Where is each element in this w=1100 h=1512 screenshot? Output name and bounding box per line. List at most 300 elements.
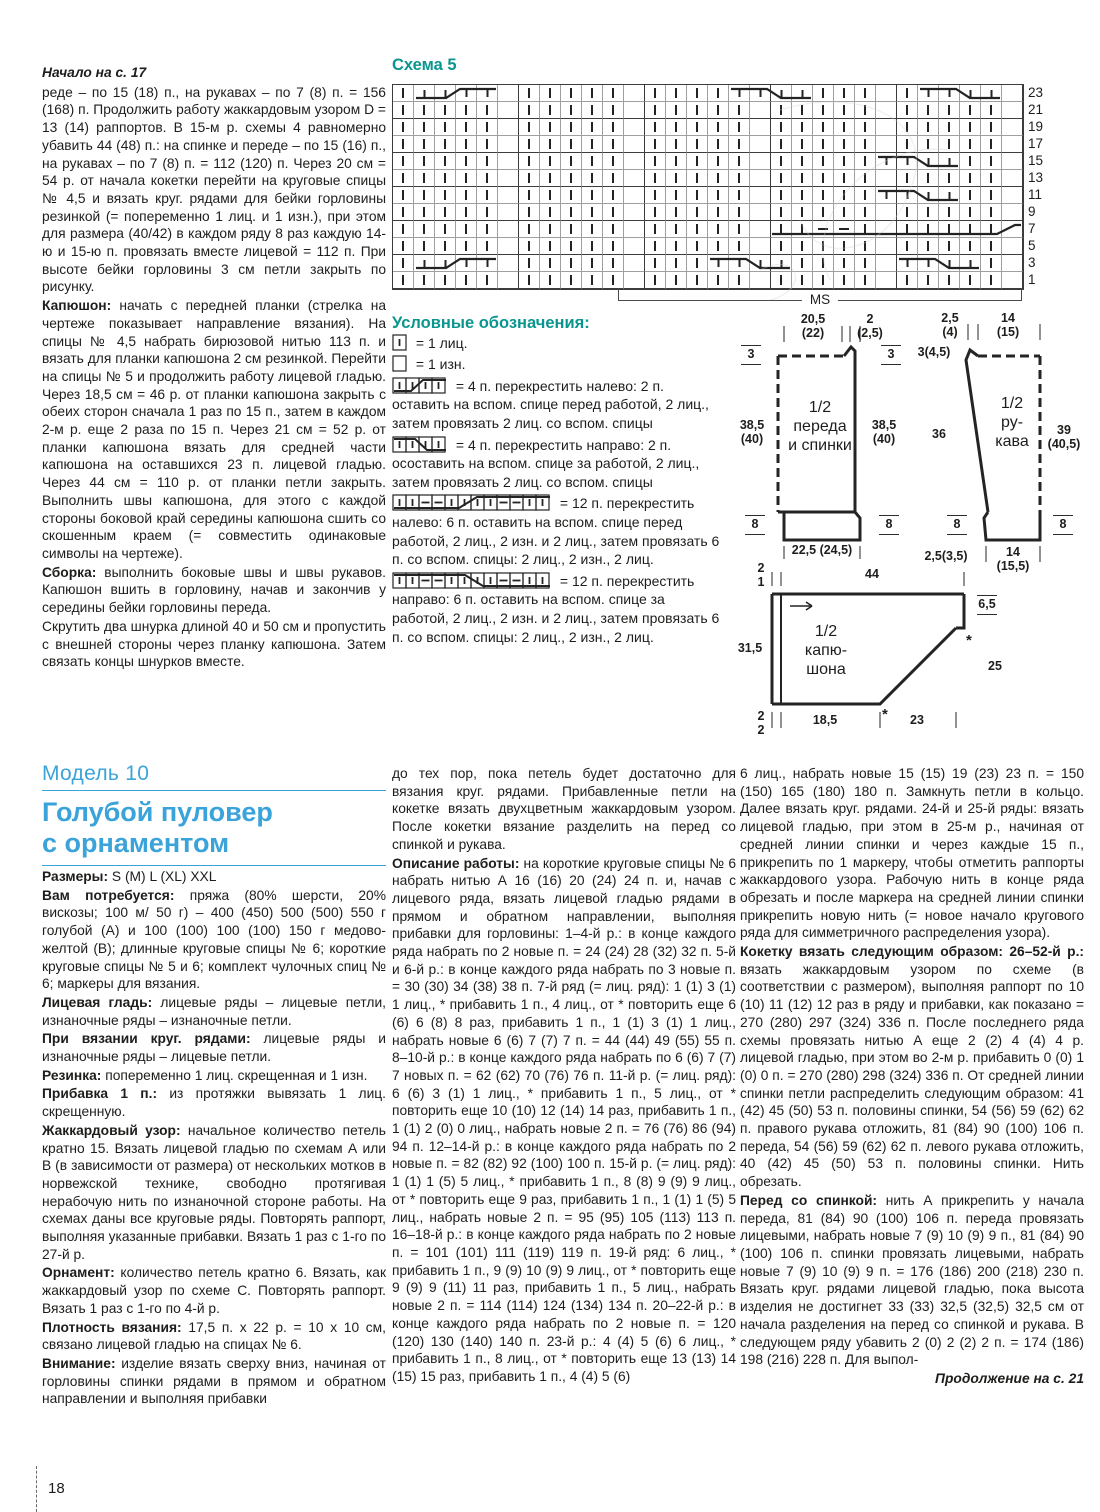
dim-body-neck-width: 2 (2,5) [857, 312, 883, 340]
chart-cell [687, 238, 708, 255]
knit-symbol [591, 88, 593, 98]
chart-cell [624, 255, 645, 272]
chart-cell [666, 85, 687, 102]
chart-cell [498, 272, 519, 289]
chart-cell [414, 238, 435, 255]
chart-cell [645, 221, 666, 238]
model-heading [42, 762, 386, 872]
knit-symbol [549, 173, 551, 183]
chart-cell [456, 170, 477, 187]
knit-symbol [465, 207, 467, 217]
chart-cell [624, 238, 645, 255]
chart-cell [498, 204, 519, 221]
chart-cell [603, 187, 624, 204]
knit-symbol [717, 275, 719, 285]
continued-from-note: Начало на с. 17 [42, 65, 147, 80]
chart-cell [666, 170, 687, 187]
knit-symbol [591, 139, 593, 149]
chart-cell [540, 119, 561, 136]
knit-symbol [654, 190, 656, 200]
knit-symbol [444, 122, 446, 132]
chart-cell [687, 204, 708, 221]
knit-symbol [402, 275, 404, 285]
knit-symbol [549, 207, 551, 217]
chart-cell [582, 272, 603, 289]
chart-cell [519, 272, 540, 289]
knit-symbol [570, 139, 572, 149]
knit-symbol [486, 207, 488, 217]
dim-hood-right-height: 25 [988, 659, 1002, 673]
paragraph: Скрутить два шнурка длиной 40 и 50 см и пропустить с внешней стороны через планку капюшона. Затем связать концы шнурков вместе. [42, 618, 386, 670]
knit-symbol [696, 275, 698, 285]
chart-cell [687, 153, 708, 170]
chart-cell [687, 136, 708, 153]
paragraph: Размеры: S (M) L (XL) XXL [42, 869, 217, 884]
knit-symbol [654, 139, 656, 149]
chart-cell [477, 255, 498, 272]
dim-sleeve-top-left: 2,5 (4) [941, 311, 959, 339]
knit-symbol [612, 173, 614, 183]
knit-symbol [675, 105, 677, 115]
knit-symbol [549, 139, 551, 149]
knit-symbol [549, 224, 551, 234]
chart-cell [624, 170, 645, 187]
knit-symbol [675, 190, 677, 200]
knit-symbol [402, 224, 404, 234]
chart-cell [561, 119, 582, 136]
chart-cell [603, 119, 624, 136]
chart-cell [435, 136, 456, 153]
knit-symbol [675, 122, 677, 132]
knit-symbol [549, 105, 551, 115]
chart-row-number: 1 [1028, 272, 1036, 287]
knit-symbol [486, 156, 488, 166]
knit-symbol [570, 156, 572, 166]
divider [42, 865, 386, 866]
chart-cell [519, 255, 540, 272]
knit-symbol [717, 139, 719, 149]
continued-on-note: Продолжение на с. 21 [935, 1370, 1084, 1386]
knit-symbol [612, 224, 614, 234]
chart-cell [708, 272, 729, 289]
knit-symbol [528, 173, 530, 183]
col3-paragraphs [740, 765, 1084, 1369]
chart-cell [477, 272, 498, 289]
chart-cell [645, 204, 666, 221]
knit-symbol [696, 224, 698, 234]
knit-symbol [717, 173, 719, 183]
knit-symbol [717, 122, 719, 132]
chart-cell [645, 238, 666, 255]
knit-symbol [612, 190, 614, 200]
chart-cell [603, 221, 624, 238]
chart-cell [708, 221, 729, 238]
chart-cell [456, 272, 477, 289]
dim-hood-step: 6,5 [974, 592, 1000, 618]
top-left-article [42, 64, 386, 672]
chart-cell [708, 119, 729, 136]
bottom-column-1 [42, 868, 386, 1409]
chart-cell [540, 238, 561, 255]
knit-symbol [717, 156, 719, 166]
chart-cell [561, 136, 582, 153]
knit-symbol [486, 173, 488, 183]
knit-symbol [528, 258, 530, 268]
chart-cell [624, 102, 645, 119]
chart-cell [603, 136, 624, 153]
chart-cell [687, 255, 708, 272]
knit-symbol [549, 275, 551, 285]
knit-symbol [528, 105, 530, 115]
chart-row-number: 21 [1028, 102, 1044, 117]
knit-symbol [423, 224, 425, 234]
knit-symbol [612, 122, 614, 132]
paragraph: 6 лиц., набрать новые 15 (15) 19 (23) 23 п. = 150 (150) 165 (180) 180 п. Замкнуть петли в кольцо. Далее вязать круг. рядами. 24-й и 25-й ряды: вязать лицевой гладью, при этом в 25-м р., начиная от средней линии спинки и через каждые 15 п., прикрепить по 1 маркеру, чтобы отметить раппорты жаккардового узора. Рабочую нить в конце ряда обрезать и после маркера на средней линии спинки прикрепить новую нить (= новое начало кругового ряда для симметричного распределения узора). [740, 766, 1084, 941]
chart-cell [582, 221, 603, 238]
knit-symbol [486, 105, 488, 115]
knit-symbol [654, 122, 656, 132]
dim-sleeve-right-height: 39 (40,5) [1047, 423, 1081, 451]
knit-symbol [423, 122, 425, 132]
chart-cell [435, 272, 456, 289]
chart-cell [435, 170, 456, 187]
knit-symbol [549, 122, 551, 132]
knit-symbol [675, 258, 677, 268]
knit-symbol [402, 156, 404, 166]
chart-cell [708, 153, 729, 170]
chart-row-number: 7 [1028, 221, 1036, 236]
knit-symbol [717, 88, 719, 98]
chart-cell [708, 136, 729, 153]
knit-symbol [528, 207, 530, 217]
knit-symbol [591, 224, 593, 234]
knit-symbol [570, 275, 572, 285]
knit-symbol [654, 105, 656, 115]
knit-symbol [654, 173, 656, 183]
chart-cell [519, 204, 540, 221]
chart-cell [393, 170, 414, 187]
knit-symbol [465, 275, 467, 285]
knit-symbol [654, 275, 656, 285]
chart-cell [603, 255, 624, 272]
chart-cell [519, 153, 540, 170]
cable4-left-icon [392, 378, 452, 394]
chart-cell [624, 221, 645, 238]
knit-symbol [486, 275, 488, 285]
knit-symbol [570, 258, 572, 268]
chart-cell [561, 221, 582, 238]
chart-cell [414, 102, 435, 119]
knit-symbol [423, 173, 425, 183]
knit-symbol [654, 88, 656, 98]
legend-item: = 1 лиц. [392, 333, 724, 353]
chart-cell [393, 238, 414, 255]
dim-body-left-height: 38,5 (40) [739, 418, 765, 446]
knit-symbol [423, 241, 425, 251]
chart-cell [582, 102, 603, 119]
chart-cell [708, 85, 729, 102]
knit-symbol [486, 241, 488, 251]
paragraph: Резинка: попеременно 1 лиц. скрещенная и 1 изн. [42, 1067, 368, 1083]
knit-symbol [402, 241, 404, 251]
chart-cell [498, 136, 519, 153]
chart-cell [498, 221, 519, 238]
body-piece-name: 1/2 переда и спинки [788, 399, 852, 454]
chart-cell [645, 136, 666, 153]
chart-cell [456, 187, 477, 204]
paragraph: Жаккардовый узор: начальное количество петель кратно 15. Вязать лицевой гладью по схемам А или В (в зависимости от размера) от нескольких мотков в норвежской технике, свободно протягивая нерабочую нить по изнаночной стороне работы. На схемах даны все круговые ряды. Повторять раппорт, выполняя указанные прибавки. Вязать 1 раз с 1-го по 27-й р. [42, 1122, 386, 1262]
knit-symbol [465, 156, 467, 166]
chart-row-number: 11 [1028, 187, 1043, 202]
knit-symbol [444, 190, 446, 200]
legend-items [392, 333, 724, 647]
chart-cell [582, 85, 603, 102]
knit-symbol [570, 190, 572, 200]
chart-title: Схема 5 [392, 56, 457, 74]
chart-cell [456, 119, 477, 136]
chart-cell [435, 119, 456, 136]
knit-symbol [486, 224, 488, 234]
chart-cell [456, 238, 477, 255]
cable4-right-icon [392, 437, 452, 453]
chart-cell [582, 136, 603, 153]
chart-cell [435, 221, 456, 238]
chart-cell [582, 187, 603, 204]
knit-symbol [423, 207, 425, 217]
chart-cell [393, 153, 414, 170]
dim-sleeve-shoulder: 3(4,5) [917, 345, 951, 359]
knit-symbol [675, 207, 677, 217]
chart-cell [456, 85, 477, 102]
knit-symbol [591, 275, 593, 285]
chart-cell [708, 187, 729, 204]
paragraph: Вам потребуется: пряжа (80% шерсти, 20% вискозы; 100 м/ 50 г) – 400 (450) 500 (500) 550 г голубой (А) и 100 (100) 100 (100) 150 г медово-желтой (В); длинные круговые спицы № 6; короткие круговые спицы № 5 и 6; комплект чулочных спиц № 6; маркеры для вязания. [42, 887, 386, 992]
knit-symbol [402, 207, 404, 217]
knit-symbol [612, 258, 614, 268]
knit-symbol [696, 190, 698, 200]
chart-cell [498, 85, 519, 102]
chart-cell [477, 170, 498, 187]
chart-cell [603, 272, 624, 289]
chart-cell [477, 204, 498, 221]
chart-cell [519, 221, 540, 238]
chart-cell [645, 187, 666, 204]
knit-symbol [612, 139, 614, 149]
chart-cell [393, 119, 414, 136]
knit-symbol [591, 258, 593, 268]
chart-cell [687, 187, 708, 204]
hood-seam-star-1: * [966, 632, 972, 649]
chart-cell [519, 238, 540, 255]
chart-cell [624, 136, 645, 153]
chart-cell [393, 136, 414, 153]
knit-symbol [570, 173, 572, 183]
chart-cell [414, 204, 435, 221]
knit-symbol [528, 156, 530, 166]
chart-cell [603, 153, 624, 170]
chart-cell [393, 204, 414, 221]
knit-symbol [696, 122, 698, 132]
chart-cell [393, 221, 414, 238]
chart-cell [435, 153, 456, 170]
knit-symbol [696, 156, 698, 166]
knit-symbol [486, 190, 488, 200]
knit-symbol [591, 105, 593, 115]
chart-row-numbers [1028, 84, 1043, 288]
knit-symbol [675, 139, 677, 149]
chart-cell [477, 136, 498, 153]
chart-cell [540, 102, 561, 119]
chart-cell [708, 238, 729, 255]
dim-sleeve-bottom-width: 14 (15,5) [996, 545, 1030, 573]
chart-cell [456, 153, 477, 170]
dim-body-band-right: 8 [878, 512, 900, 538]
chart-cell [498, 102, 519, 119]
paragraph: Лицевая гладь: лицевые ряды – лицевые петли, изнаночные ряды – изнаночные петли. [42, 994, 387, 1028]
chart-cell [414, 153, 435, 170]
knit-symbol [465, 122, 467, 132]
knit-symbol [675, 88, 677, 98]
chart-cell [561, 238, 582, 255]
knit-symbol [591, 207, 593, 217]
col1-paragraphs [42, 868, 386, 1408]
chart-cell [519, 102, 540, 119]
hood-piece-name: 1/2 капю- шона [804, 623, 848, 678]
paragraph: Прибавка 1 п.: из протяжки вывязать 1 лиц. скрещенную. [42, 1086, 387, 1120]
knit-symbol [696, 241, 698, 251]
chart-cell [435, 102, 456, 119]
knit-symbol [549, 190, 551, 200]
dim-body-right-height: 38,5 (40) [871, 418, 897, 446]
ms-label: MS [802, 292, 838, 307]
paragraph: Капюшон: начать с передней планки (стрелка на чертеже показывает направление вязания). На спицы № 4,5 набрать бирюзовой нитью 113 п. и вязать для планки капюшона 2 см резинкой. Перейти на спицы № 5 и продолжить работу лицевой гладью. Через 18,5 см = 46 р. от планки капюшона закрыть с обеих сторон сначала 1 раз по 15 п., затем в каждом 2-м р. еще 2 раза по 15 п. Через 21 см = 52 р. от планки капюшона вязать для средней части капюшона на оставшихся 23 п. лицевой гладью. Через 44 см = 110 р. от планки петли закрыть. Выполнить швы капюшона, для этого с каждой стороны боковой край середины капюшона сшить со скошенным краем (= совместить одинаковые символы на чертеже). [42, 298, 387, 561]
knit-symbol [402, 122, 404, 132]
knit-symbol [444, 207, 446, 217]
page-number: 18 [48, 1480, 65, 1497]
knit-symbol [444, 224, 446, 234]
chart-cell [561, 102, 582, 119]
chart-cell [414, 170, 435, 187]
knit-symbol [591, 241, 593, 251]
cable12-left-icon [392, 495, 556, 511]
chart-cell [540, 221, 561, 238]
knit-cell-icon [392, 335, 412, 351]
knit-symbol [444, 139, 446, 149]
chart-cell [708, 204, 729, 221]
knit-symbol [528, 275, 530, 285]
knit-symbol [696, 207, 698, 217]
chart-cell [666, 272, 687, 289]
chart-cell [414, 221, 435, 238]
chart-cell [666, 204, 687, 221]
chart-row-number: 3 [1028, 255, 1036, 270]
chart-cell [687, 102, 708, 119]
chart-cell [393, 187, 414, 204]
knit-symbol [549, 156, 551, 166]
knit-symbol [696, 105, 698, 115]
chart-cell [477, 85, 498, 102]
chart-cell [540, 153, 561, 170]
knit-symbol [465, 190, 467, 200]
chart-row-number: 15 [1028, 153, 1044, 168]
model-label: Модель 10 [42, 762, 150, 785]
knit-symbol [528, 88, 530, 98]
knit-symbol [423, 139, 425, 149]
hood-seam-star-2: * [882, 706, 888, 723]
schematic-hood [732, 562, 1032, 762]
dim-body-band-left: 8 [744, 512, 766, 538]
chart-cell [540, 255, 561, 272]
chart-cell [435, 204, 456, 221]
chart-cell [456, 102, 477, 119]
chart-cell [645, 170, 666, 187]
chart-cell [393, 85, 414, 102]
cable12-right-icon [392, 573, 556, 589]
knit-symbol [402, 190, 404, 200]
knit-symbol [570, 105, 572, 115]
knit-symbol [654, 207, 656, 217]
chart-row-number: 17 [1028, 136, 1044, 151]
knit-symbol [570, 207, 572, 217]
chart-cell [477, 238, 498, 255]
chart-cell [687, 272, 708, 289]
chart-cell [624, 153, 645, 170]
chart-cell [687, 85, 708, 102]
chart-cell [624, 187, 645, 204]
chart-cell [498, 153, 519, 170]
chart-cell [645, 85, 666, 102]
chart-cell [624, 85, 645, 102]
chart-cell [519, 170, 540, 187]
knit-symbol [570, 88, 572, 98]
knit-symbol [696, 258, 698, 268]
knit-symbol [402, 88, 404, 98]
chart-cell [519, 187, 540, 204]
watermark-sketch [740, 80, 1040, 310]
chart-cell [687, 170, 708, 187]
ms-bracket [618, 288, 1022, 307]
chart-cell [582, 238, 603, 255]
knit-symbol [591, 173, 593, 183]
chart-cell [624, 272, 645, 289]
chart-cell [708, 255, 729, 272]
chart-cell [414, 119, 435, 136]
knit-symbol [675, 156, 677, 166]
chart-cell [435, 238, 456, 255]
knit-symbol [465, 139, 467, 149]
chart-cell [498, 238, 519, 255]
chart-cell [393, 255, 414, 272]
chart-cell [414, 136, 435, 153]
knit-symbol [570, 241, 572, 251]
knit-symbol [486, 122, 488, 132]
knit-symbol [612, 88, 614, 98]
chart-cell [582, 170, 603, 187]
knit-symbol [549, 88, 551, 98]
chart-cell [414, 255, 435, 272]
chart-cell [666, 153, 687, 170]
chart-cell [435, 255, 456, 272]
chart-cell [498, 170, 519, 187]
knit-symbol [423, 190, 425, 200]
knit-symbol [570, 224, 572, 234]
schematic-sleeve [912, 311, 1081, 573]
chart-cell [645, 272, 666, 289]
dim-hood-top-width: 44 [865, 567, 879, 581]
crop-mark [36, 1466, 37, 1512]
chart-cell [666, 119, 687, 136]
dim-body-shoulder-left: 3 [740, 342, 762, 368]
